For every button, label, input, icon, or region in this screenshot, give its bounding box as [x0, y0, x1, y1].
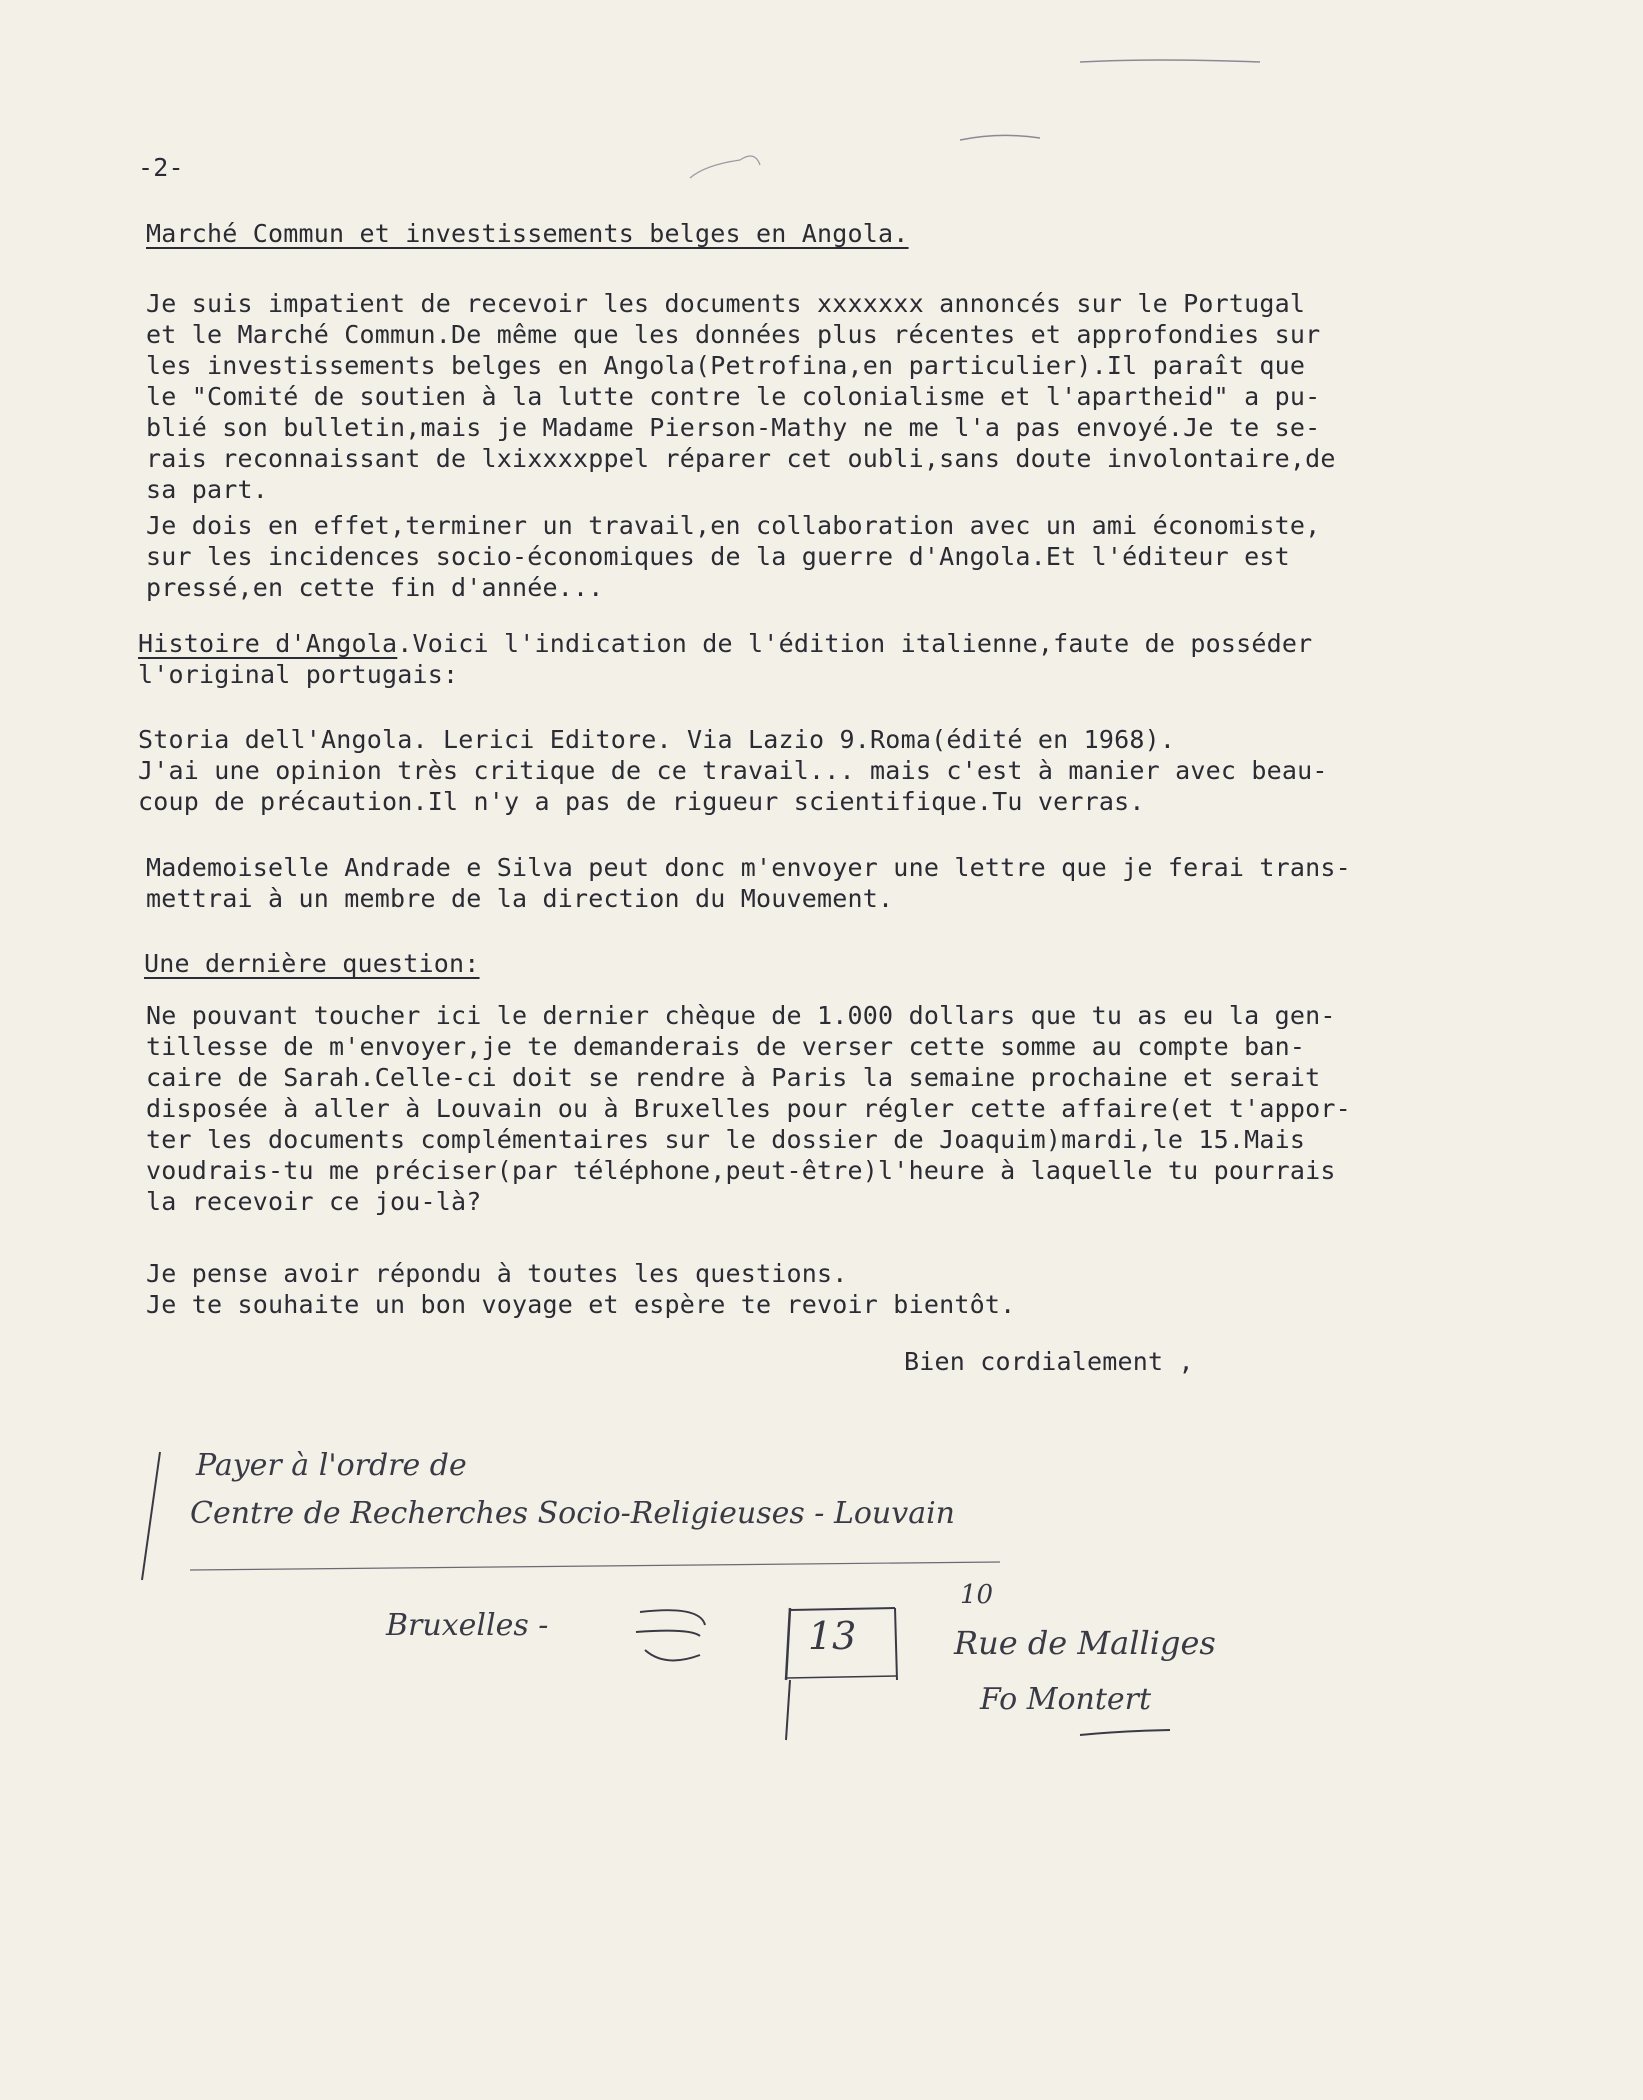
- box-bottom: [786, 1676, 897, 1678]
- histoire-line: [138, 628, 1312, 659]
- text-line: Je dois en effet,terminer un travail,en collaboration avec un ami économiste,: [146, 511, 1321, 540]
- heading-derniere-question: Une dernière question:: [144, 949, 480, 978]
- text-line: Je pense avoir répondu à toutes les questions.: [146, 1259, 848, 1288]
- text-line: J'ai une opinion très critique de ce travail... mais c'est à manier avec beau-: [138, 756, 1328, 785]
- text-line: Ne pouvant toucher ici le dernier chèque de 1.000 dollars que tu as eu la gen-: [146, 1001, 1336, 1030]
- handwritten-ten: 10: [960, 1580, 994, 1610]
- text-line: et le Marché Commun.De même que les données plus récentes et approfondies sur: [146, 320, 1321, 349]
- text-line: sa part.: [146, 475, 269, 504]
- heading-histoire: Histoire d'Angola: [138, 629, 398, 658]
- text-line: l'original portugais:: [138, 660, 459, 689]
- handwritten-place: Fo Montert: [980, 1682, 1152, 1717]
- text-line: Je te souhaite un bon voyage et espère te revoir bientôt.: [146, 1290, 1016, 1319]
- text-line: tillesse de m'envoyer,je te demanderais de verser cette somme au compte ban-: [146, 1032, 1306, 1061]
- text-line: rais reconnaissant de lxixxxxppel réparer cet oubli,sans doute involontaire,de: [146, 444, 1336, 473]
- box-right: [895, 1608, 897, 1680]
- text-line: coup de précaution.Il n'y a pas de rigueur scientifique.Tu verras.: [138, 787, 1145, 816]
- text-line: voudrais-tu me préciser(par téléphone,peut-être)l'heure à laquelle tu pourrais: [146, 1156, 1336, 1185]
- handwritten-payer: Payer à l'ordre de: [196, 1448, 467, 1483]
- top-scribble-1: [1080, 60, 1260, 62]
- text-line: sur les incidences socio-économiques de la guerre d'Angola.Et l'éditeur est: [146, 542, 1290, 571]
- box-top: [790, 1608, 895, 1610]
- handwritten-box-number: 13: [808, 1614, 857, 1658]
- text-line: Storia dell'Angola. Lerici Editore. Via Lazio 9.Roma(édité en 1968).: [138, 725, 1176, 754]
- signoff: Bien cordialement ,: [904, 1347, 1194, 1376]
- box-left: [786, 1608, 790, 1680]
- text-line: blié son bulletin,mais je Madame Pierson-Mathy ne me l'a pas envoyé.Je te se-: [146, 413, 1321, 442]
- text-line: disposée à aller à Louvain ou à Bruxelles pour régler cette affaire(et t'appor-: [146, 1094, 1351, 1123]
- handwritten-centre: Centre de Recherches Socio-Religieuses - Louvain: [190, 1496, 955, 1531]
- heading-marche-commun: Marché Commun et investissements belges en Angola.: [146, 219, 909, 248]
- hw-underline-1: [190, 1562, 1000, 1570]
- text-line: pressé,en cette fin d'année...: [146, 573, 604, 602]
- text-line: Mademoiselle Andrade e Silva peut donc m'envoyer une lettre que je ferai trans-: [146, 853, 1351, 882]
- top-scribble-2: [960, 135, 1040, 140]
- text-line: ter les documents complémentaires sur le dossier de Joaquim)mardi,le 15.Mais: [146, 1125, 1306, 1154]
- text-line: la recevoir ce jou-là?: [146, 1187, 482, 1216]
- top-scribble-3: [690, 156, 760, 178]
- page-number: -2-: [138, 153, 184, 182]
- text-line: le "Comité de soutien à la lutte contre le colonialisme et l'apartheid" a pu-: [146, 382, 1321, 411]
- text-line: Je suis impatient de recevoir les documents xxxxxxx annoncés sur le Portugal: [146, 289, 1306, 318]
- hw-underline-2: [1080, 1730, 1170, 1735]
- margin-bracket: [142, 1452, 160, 1580]
- text-line: caire de Sarah.Celle-ci doit se rendre à Paris la semaine prochaine et serait: [146, 1063, 1321, 1092]
- currency-mark: [636, 1610, 705, 1660]
- histoire-rest: .Voici l'indication de l'édition italienne,faute de posséder: [397, 629, 1313, 658]
- handwritten-rue: Rue de Malliges: [954, 1624, 1216, 1662]
- box-tail: [786, 1680, 790, 1740]
- text-line: les investissements belges en Angola(Petrofina,en particulier).Il paraît que: [146, 351, 1306, 380]
- text-line: mettrai à un membre de la direction du Mouvement.: [146, 884, 894, 913]
- handwritten-bruxelles: Bruxelles -: [386, 1608, 549, 1643]
